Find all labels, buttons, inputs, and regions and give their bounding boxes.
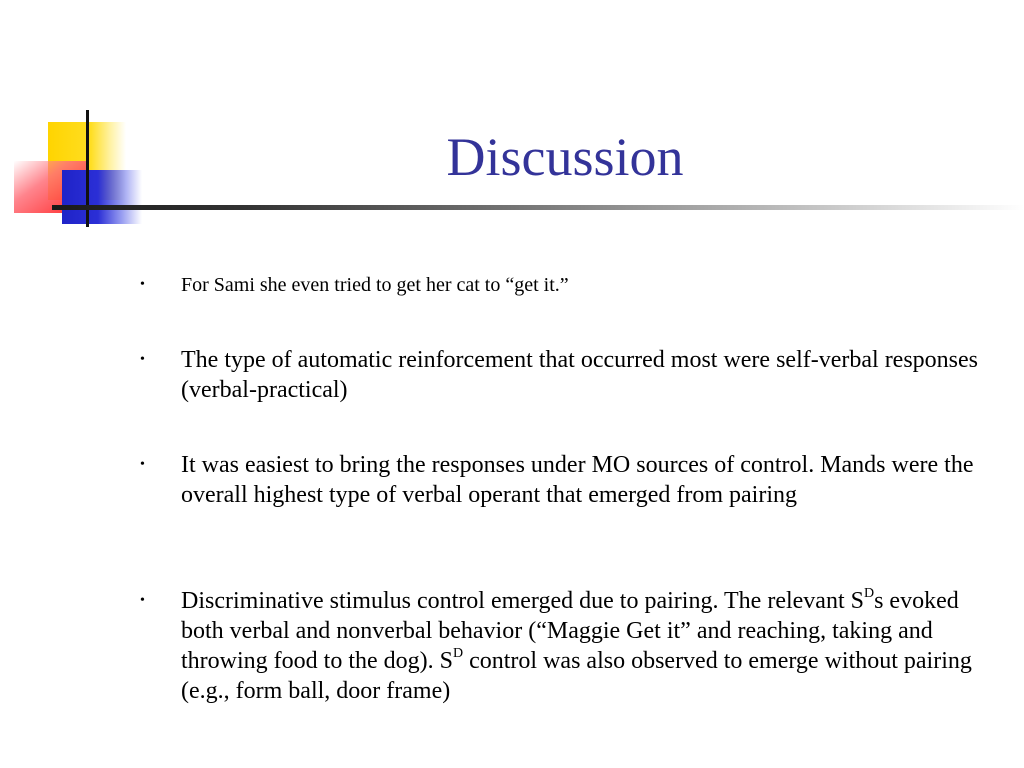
bullet-text xyxy=(181,586,981,706)
bullet-text-segment: s evoked both verbal and nonverbal behavior (“Maggie Get it” and reaching, taking and throwing food to the dog). S xyxy=(181,588,959,674)
superscript-d: D xyxy=(863,586,875,601)
bullet-text-segment: Discriminative stimulus control emerged due to pairing. The relevant S xyxy=(181,588,864,614)
bullet-marker: • xyxy=(140,352,145,367)
bullet-marker: • xyxy=(140,593,145,608)
bullet-text: The type of automatic reinforcement that occurred most were self-verbal responses (verbal-practical) xyxy=(181,347,979,403)
superscript-d: D xyxy=(452,646,464,661)
bullet-marker: • xyxy=(140,457,145,472)
bullet-marker: • xyxy=(140,277,145,292)
bullet-text: For Sami she even tried to get her cat to “get it.” xyxy=(181,274,569,296)
bullet-text-segment: control was also observed to emerge without pairing (e.g., form ball, door frame) xyxy=(181,648,972,704)
slide-title: Discussion xyxy=(446,127,684,187)
bullet-text: It was easiest to bring the responses under MO sources of control. Mands were the overall highest type of verbal operant that emerged from pairing xyxy=(181,452,974,508)
blue-square-decoration xyxy=(62,170,142,224)
title-underline-rule xyxy=(52,205,1024,210)
